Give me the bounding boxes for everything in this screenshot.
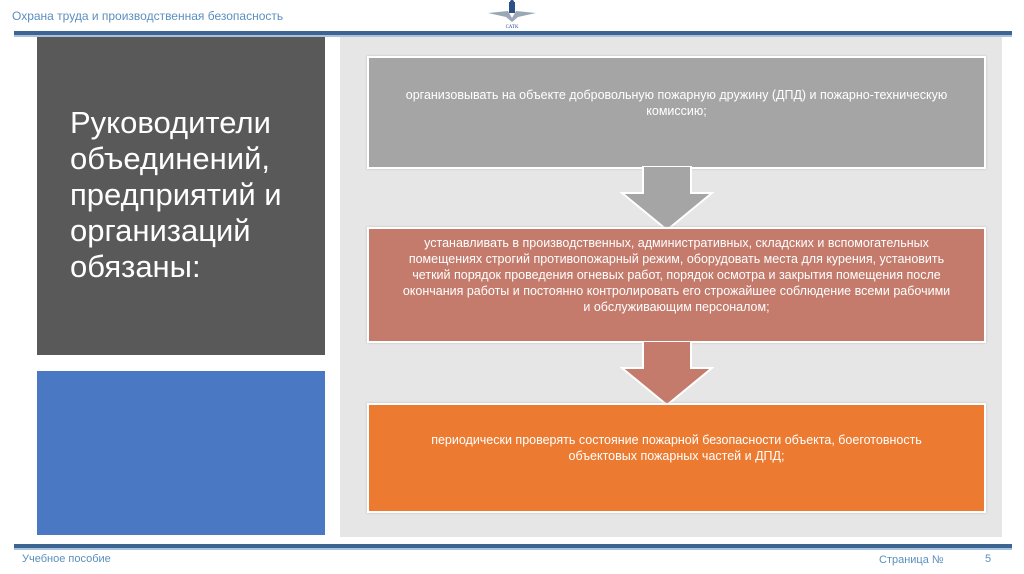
step-2 xyxy=(367,227,986,343)
logo-icon xyxy=(484,0,540,30)
step-3-text: периодически проверять состояние пожарной безопасности объекта, боеготовность объектовых пожарных частей и ДПД; xyxy=(431,433,922,463)
step-1 xyxy=(367,56,986,169)
arrow-down-icon xyxy=(620,166,714,232)
step-2-text: устанавливать в производственных, административных, складских и вспомогательных помещениях строгий противопожарный режим, оборудовать места для курения, установить четкий порядок проведения огневых работ, порядок осмотра и закрытия помещения после окончания работы и постоянно контролировать его строжайшее соблюдение всеми рабочими и обслуживающим персоналом; xyxy=(402,236,951,314)
page-label: Страница № xyxy=(879,554,944,566)
slide-title: Руководители объединений, предприятий и организаций обязаны: xyxy=(70,105,282,284)
arrow-down-icon xyxy=(620,341,714,407)
page-number: 5 xyxy=(985,553,992,565)
logo-text: САТК xyxy=(505,25,519,30)
step-1-text: организовывать на объекте добровольную пожарную дружину (ДПД) и пожарно-техническую комиссию; xyxy=(405,87,948,118)
accent-block xyxy=(37,371,325,535)
header-title: Охрана труда и производственная безопасность xyxy=(12,9,284,23)
footer-divider xyxy=(14,544,1012,550)
step-3 xyxy=(367,403,986,513)
footer-left: Учебное пособие xyxy=(22,553,111,565)
